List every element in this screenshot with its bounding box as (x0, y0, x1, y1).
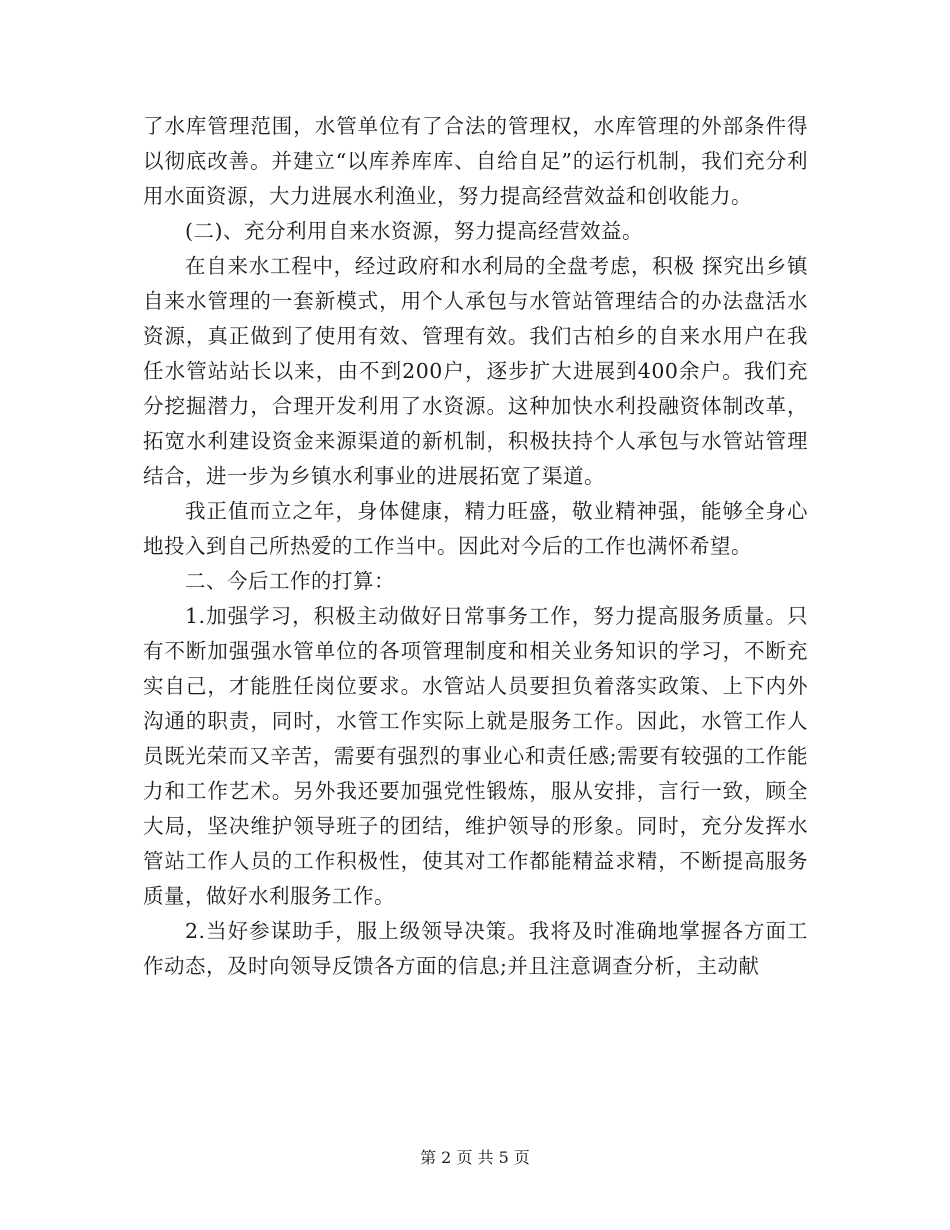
page-number-label: 第 2 页 共 5 页 (420, 1148, 530, 1167)
paragraph-5: 二、今后工作的打算： (185, 569, 395, 593)
page-footer (0, 1148, 950, 1168)
paragraph-2: (二)、充分利用自来水资源，努力提高经营效益。 (185, 219, 643, 243)
paragraph-7: 2.当好参谋助手，服上级领导决策。我将及时准确地掌握各方面工作动态，及时向领导反馈各方面的信息;并且注意调查分析，主动献 (143, 919, 808, 978)
document-body (143, 109, 808, 984)
paragraph-4: 我正值而立之年，身体健康，精力旺盛，敬业精神强，能够全身心地投入到自己所热爱的工作当中。因此对今后的工作也满怀希望。 (143, 499, 808, 558)
paragraph-3: 在自来水工程中，经过政府和水利局的全盘考虑，积极 探究出乡镇自来水管理的一套新模式，用个人承包与水管站管理结合的办法盘活水资源，真正做到了使用有效、管理有效。我们古柏乡的自来水用户在我任水管站站长以来，由不到200户，逐步扩大进展到400余户。我们充分挖掘潜力，合理开发利用了水资源。这种加快水利投融资体制改革，拓宽水利建设资金来源渠道的新机制，积极扶持个人承包与水管站管理结合，进一步为乡镇水利事业的进展拓宽了渠道。 (143, 254, 808, 488)
paragraph-6: 1.加强学习，积极主动做好日常事务工作，努力提高服务质量。只有不断加强强水管单位的各项管理制度和相关业务知识的学习，不断充实自己，才能胜任岗位要求。水管站人员要担负着落实政策、上下内外沟通的职责，同时，水管工作实际上就是服务工作。因此，水管工作人员既光荣而又辛苦，需要有强烈的事业心和责任感;需要有较强的工作能力和工作艺术。另外我还要加强党性锻炼，服从安排，言行一致，顾全大局，坚决维护领导班子的团结，维护领导的形象。同时，充分发挥水管站工作人员的工作积极性，使其对工作都能精益求精，不断提高服务质量，做好水利服务工作。 (143, 604, 808, 908)
paragraph-1: 了水库管理范围，水管单位有了合法的管理权，水库管理的外部条件得以彻底改善。并建立“以库养库库、自给自足”的运行机制，我们充分利用水面资源，大力进展水利渔业，努力提高经营效益和创收能力。 (143, 114, 808, 208)
